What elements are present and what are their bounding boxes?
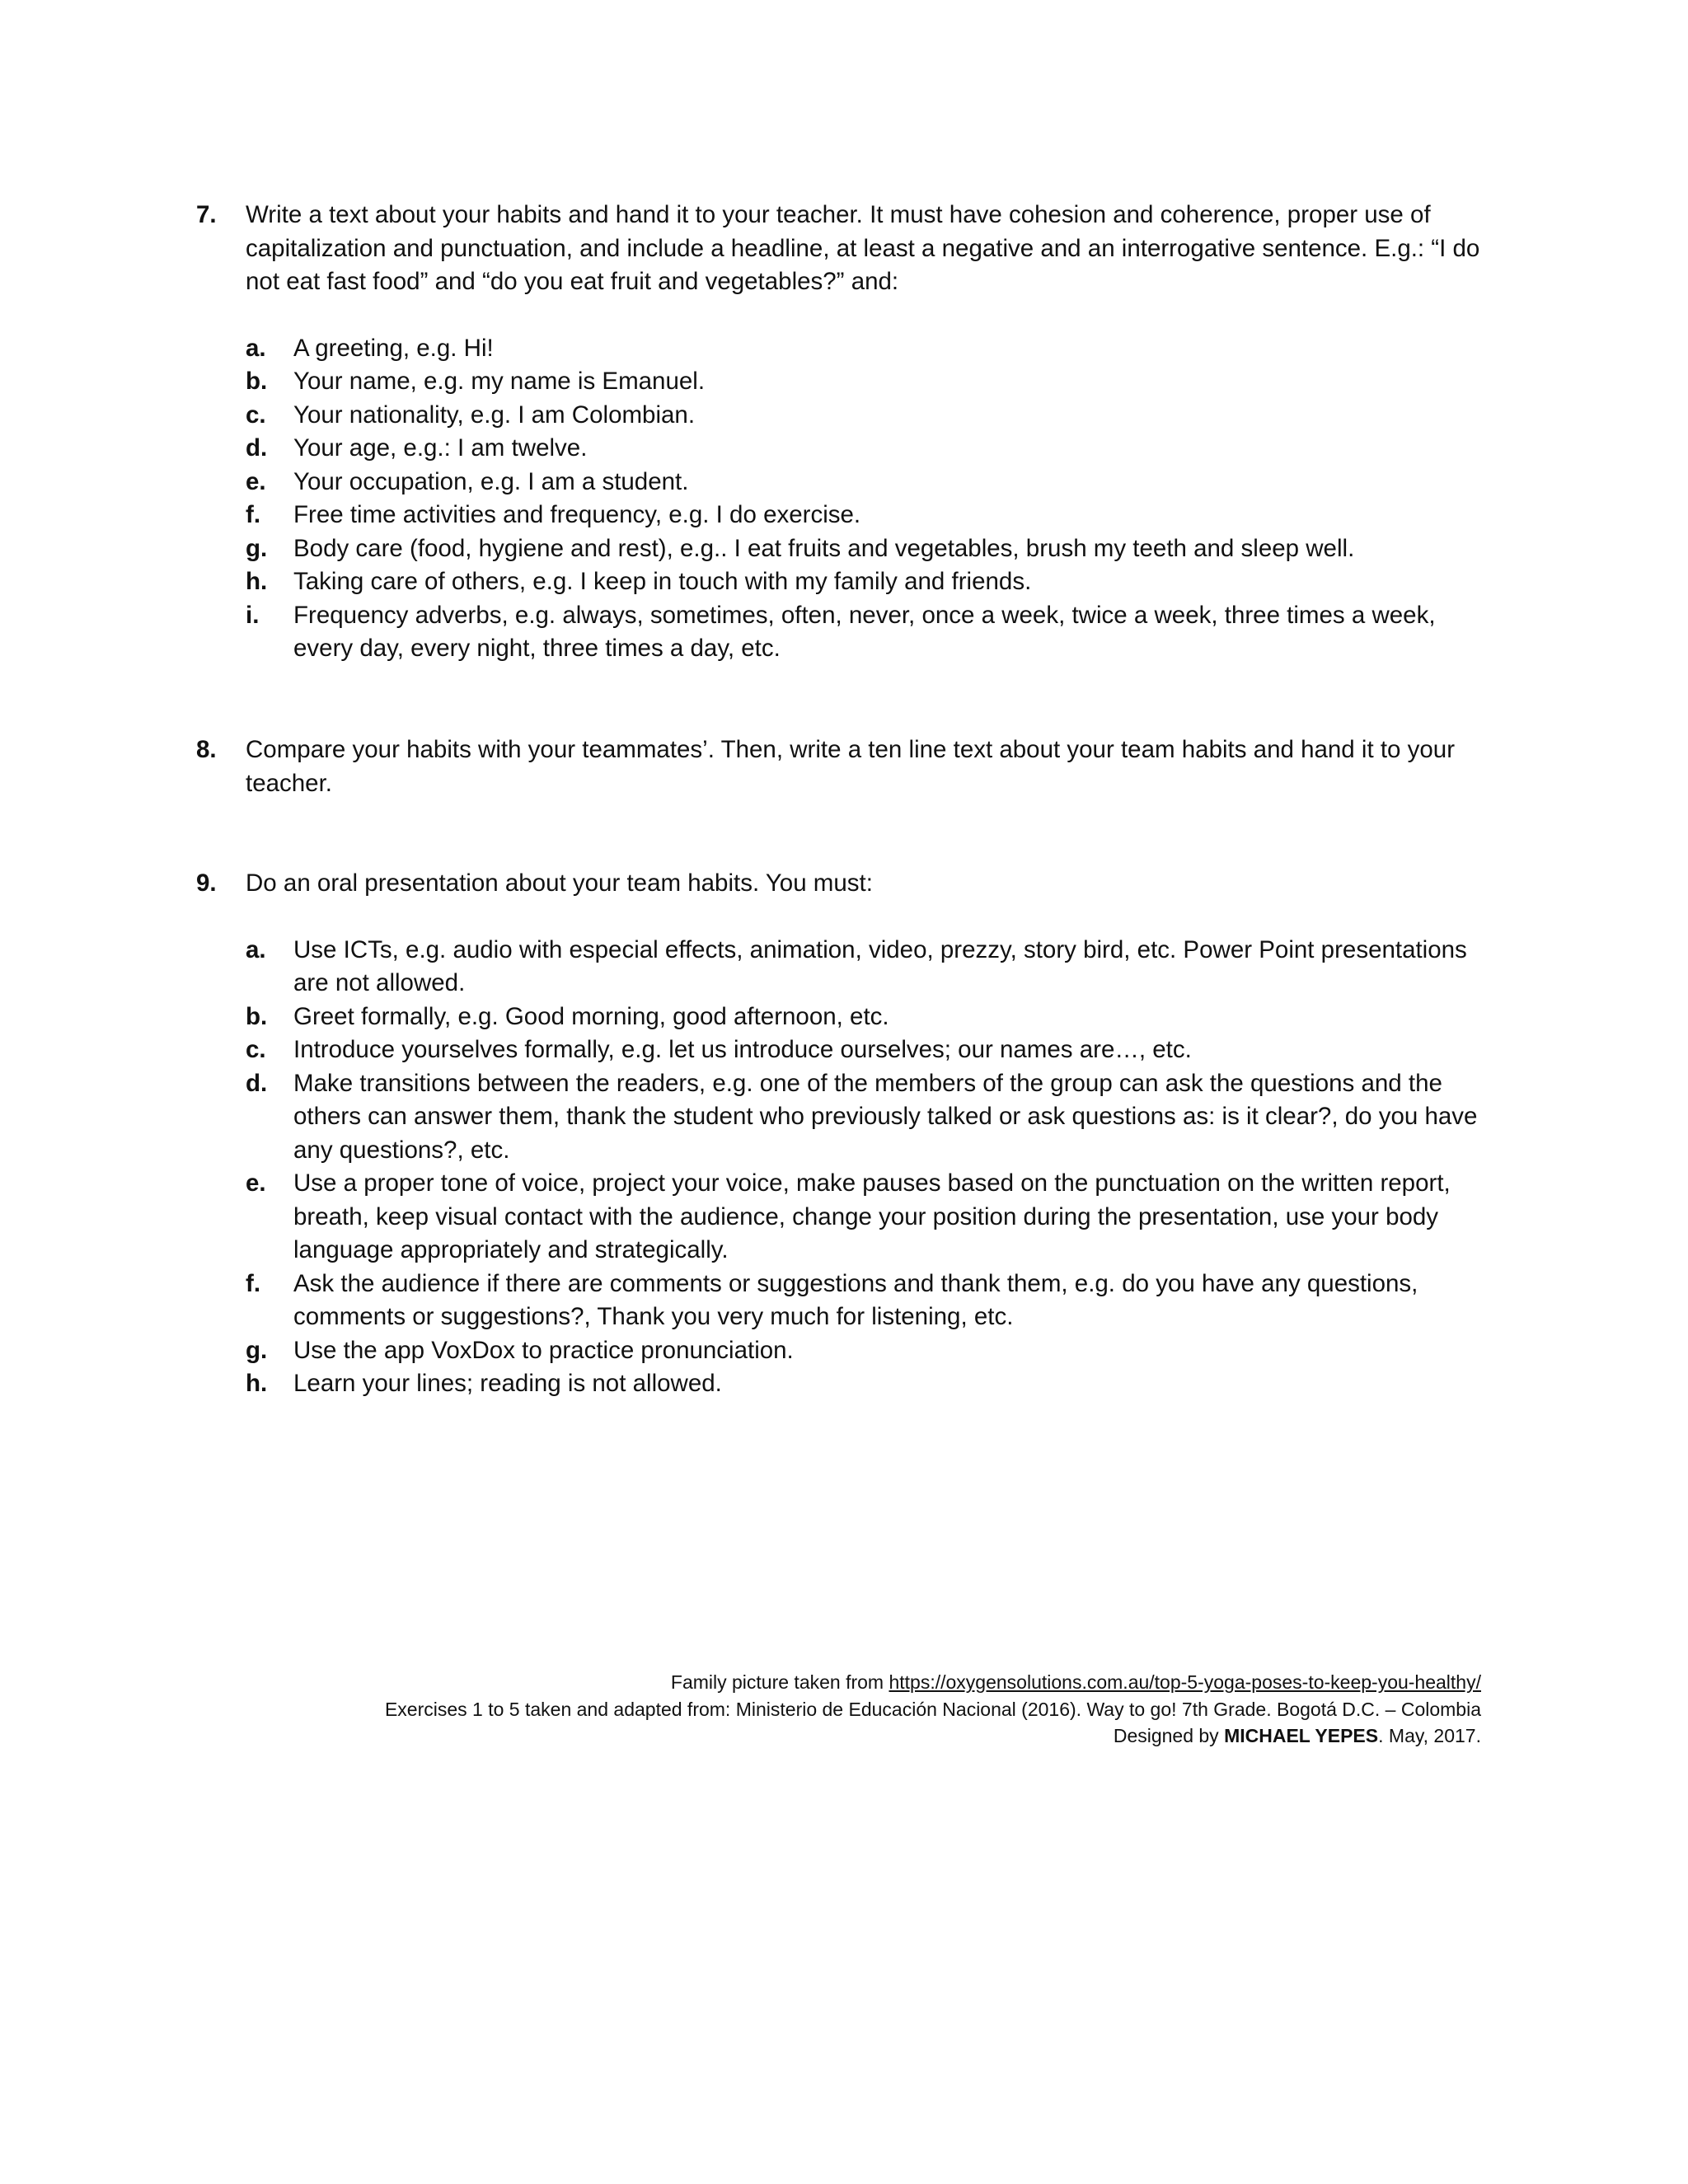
list-item bbox=[246, 934, 1482, 1001]
picture-source-link[interactable]: https://oxygensolutions.com.au/top-5-yoga-poses-to-keep-you-healthy/ bbox=[889, 1671, 1481, 1693]
item-letter: h. bbox=[246, 1370, 268, 1397]
item-letter: e. bbox=[246, 467, 266, 495]
question-number: 9. bbox=[196, 869, 217, 897]
item-text: Taking care of others, e.g. I keep in touch with my family and friends. bbox=[293, 568, 1032, 595]
item-text: Use the app VoxDox to practice pronunciation. bbox=[293, 1336, 794, 1364]
item-text: Your nationality, e.g. I am Colombian. bbox=[293, 401, 696, 429]
item-text: Ask the audience if there are comments or suggestions and thank them, e.g. do you have any questions, comments or suggestions?, Thank you very much for listening, etc. bbox=[293, 1269, 1418, 1330]
item-text: Introduce yourselves formally, e.g. let us introduce ourselves; our names are…, etc. bbox=[293, 1036, 1192, 1063]
list-item bbox=[246, 399, 1482, 433]
question-7 bbox=[196, 199, 1482, 666]
list-item bbox=[246, 466, 1482, 499]
item-letter: h. bbox=[246, 568, 268, 595]
list-item bbox=[246, 332, 1482, 366]
item-letter: g. bbox=[246, 1336, 268, 1364]
item-letter: f. bbox=[246, 1269, 261, 1297]
item-letter: e. bbox=[246, 1169, 266, 1197]
item-text: Free time activities and frequency, e.g. I do exercise. bbox=[293, 501, 861, 528]
item-letter: b. bbox=[246, 1002, 268, 1030]
question-text: Write a text about your habits and hand it to your teacher. It must have cohesion and coherence, proper use of capitalization and punctuation, and include a headline, at least a negative and an interrogative sentence. E.g.: “I do not eat fast food” and “do you eat fruit and vegetables?” and: bbox=[246, 201, 1480, 295]
list-item bbox=[246, 1367, 1482, 1401]
question-number: 7. bbox=[196, 201, 217, 228]
question-7-items bbox=[246, 332, 1482, 666]
item-letter: b. bbox=[246, 368, 268, 395]
list-item bbox=[246, 599, 1482, 666]
item-text: Greet formally, e.g. Good morning, good afternoon, etc. bbox=[293, 1002, 889, 1030]
item-text: Your occupation, e.g. I am a student. bbox=[293, 467, 689, 495]
item-letter: g. bbox=[246, 534, 268, 562]
item-text: A greeting, e.g. Hi! bbox=[293, 334, 494, 362]
item-text: Your name, e.g. my name is Emanuel. bbox=[293, 368, 706, 395]
item-text: Body care (food, hygiene and rest), e.g.. I eat fruits and vegetables, brush my teeth and sleep well. bbox=[293, 534, 1355, 562]
item-letter: a. bbox=[246, 935, 266, 963]
list-item bbox=[246, 565, 1482, 599]
list-item bbox=[246, 1001, 1482, 1034]
item-letter: d. bbox=[246, 434, 268, 462]
question-9-items bbox=[246, 934, 1482, 1401]
item-letter: c. bbox=[246, 1036, 266, 1063]
question-number: 8. bbox=[196, 736, 217, 763]
list-item bbox=[246, 532, 1482, 566]
designer-name: MICHAEL YEPES bbox=[1224, 1725, 1379, 1746]
designer-credit bbox=[385, 1722, 1481, 1750]
item-text: Make transitions between the readers, e.g. one of the members of the group can ask the questions and the others can answer them, thank the student who previously talked or ask questions as: is it clear?, do you have any questions?, etc. bbox=[293, 1069, 1478, 1164]
picture-credit bbox=[385, 1669, 1481, 1696]
question-8 bbox=[196, 733, 1482, 800]
item-letter: i. bbox=[246, 601, 260, 629]
item-letter: f. bbox=[246, 501, 261, 528]
question-9 bbox=[196, 867, 1482, 1401]
list-item bbox=[246, 432, 1482, 466]
question-text: Do an oral presentation about your team habits. You must: bbox=[246, 869, 873, 897]
list-item bbox=[246, 1067, 1482, 1168]
item-text: Use ICTs, e.g. audio with especial effects, animation, video, prezzy, story bird, etc. Power Point presentations are not allowed. bbox=[293, 935, 1467, 996]
item-letter: a. bbox=[246, 334, 266, 362]
picture-credit-label: Family picture taken from bbox=[670, 1671, 889, 1693]
item-letter: d. bbox=[246, 1069, 268, 1097]
item-text: Use a proper tone of voice, project your voice, make pauses based on the punctuation on the written report, breath, keep visual contact with the audience, change your position during the presentation, use your body language appropriately and strategically. bbox=[293, 1169, 1451, 1263]
question-text: Compare your habits with your teammates’. Then, write a ten line text about your team habits and hand it to your teacher. bbox=[246, 736, 1456, 797]
list-item bbox=[246, 1268, 1482, 1334]
list-item bbox=[246, 1033, 1482, 1067]
list-item bbox=[246, 1167, 1482, 1268]
designed-date: . May, 2017. bbox=[1378, 1725, 1481, 1746]
item-text: Your age, e.g.: I am twelve. bbox=[293, 434, 588, 462]
exercises-credit: Exercises 1 to 5 taken and adapted from: Ministerio de Educación Nacional (2016). Way to go! 7th Grade. Bogotá D.C. – Colombia bbox=[384, 1698, 1481, 1720]
list-item bbox=[246, 365, 1482, 399]
list-item bbox=[246, 1334, 1482, 1368]
item-text: Frequency adverbs, e.g. always, sometimes, often, never, once a week, twice a week, three times a week, every day, every night, three times a day, etc. bbox=[293, 601, 1436, 662]
list-item bbox=[246, 499, 1482, 532]
item-letter: c. bbox=[246, 401, 266, 429]
item-text: Learn your lines; reading is not allowed. bbox=[293, 1370, 722, 1397]
credits-footer bbox=[385, 1669, 1481, 1750]
designed-by-label: Designed by bbox=[1113, 1725, 1225, 1746]
